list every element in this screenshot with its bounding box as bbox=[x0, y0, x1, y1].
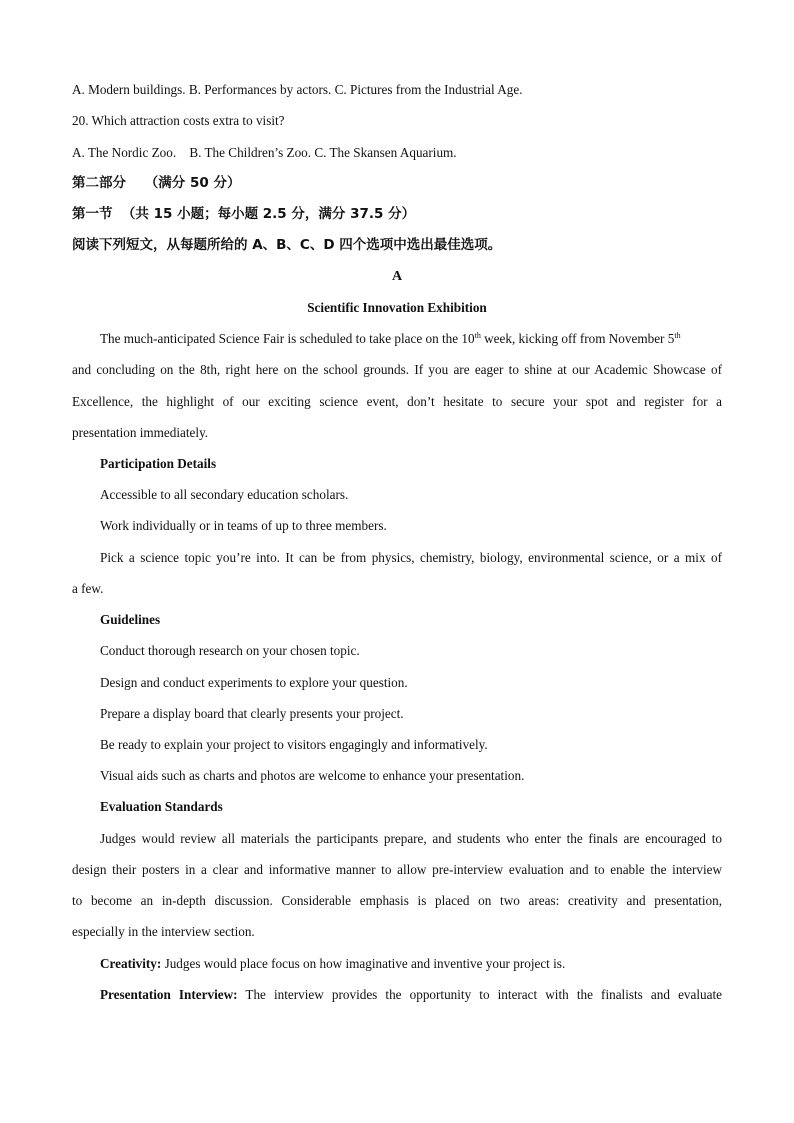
part-title: 第二部分 （满分 50 分） bbox=[72, 175, 241, 191]
guidelines-heading: Guidelines bbox=[100, 612, 161, 627]
participation-item: Work individually or in teams of up to three members. bbox=[100, 518, 387, 533]
q20-stem: 20. Which attraction costs extra to visit? bbox=[72, 113, 285, 128]
ordinal-suffix: th bbox=[674, 331, 681, 340]
section-title: 第一节 （共 15 小题；每小题 2.5 分，满分 37.5 分） bbox=[72, 206, 416, 222]
intro-line-4: presentation immediately. bbox=[72, 425, 209, 440]
participation-item: Pick a science topic you’re into. It can be from physics, chemistry, biology, environmental science, or a mix of bbox=[100, 550, 722, 565]
presentation-label: Presentation Interview: bbox=[100, 987, 238, 1002]
guideline-item: Design and conduct experiments to explore your question. bbox=[100, 675, 408, 690]
participation-item-continued: a few. bbox=[72, 581, 104, 596]
reading-instruction: 阅读下列短文，从每题所给的 A、B、C、D 四个选项中选出最佳选项。 bbox=[72, 237, 502, 253]
intro-line-2: and concluding on the 8th, right here on the school grounds. If you are eager to shine at our Academic Showcase of bbox=[72, 362, 722, 377]
guideline-item: Be ready to explain your project to visitors engagingly and informatively. bbox=[100, 737, 488, 752]
q19-options: A. Modern buildings. B. Performances by actors. C. Pictures from the Industrial Age. bbox=[72, 82, 523, 97]
evaluation-line-1: Judges would review all materials the participants prepare, and students who enter the finals are encouraged to bbox=[100, 831, 722, 846]
evaluation-line-4: especially in the interview section. bbox=[72, 924, 255, 939]
creativity-label: Creativity: bbox=[100, 956, 162, 971]
evaluation-line-3: to become an in-depth discussion. Considerable emphasis is placed on two areas: creativity and presentation, bbox=[72, 893, 722, 908]
participation-item: Accessible to all secondary education scholars. bbox=[100, 487, 349, 502]
q20-options: A. The Nordic Zoo. B. The Children’s Zoo. C. The Skansen Aquarium. bbox=[72, 145, 457, 160]
passage-letter: A bbox=[391, 269, 403, 284]
guideline-item: Prepare a display board that clearly presents your project. bbox=[100, 706, 404, 721]
passage-title: Scientific Innovation Exhibition bbox=[307, 300, 487, 315]
participation-heading: Participation Details bbox=[100, 456, 217, 471]
intro-line-1 bbox=[100, 331, 722, 347]
intro-line-1-text-b: week, kicking off from November 5 bbox=[480, 331, 675, 346]
presentation-text: The interview provides the opportunity to interact with the finalists and evaluate bbox=[237, 987, 722, 1002]
creativity-paragraph bbox=[100, 956, 722, 972]
presentation-paragraph bbox=[100, 987, 722, 1003]
creativity-text: Judges would place focus on how imaginative and inventive your project is. bbox=[161, 956, 566, 971]
guideline-item: Conduct thorough research on your chosen topic. bbox=[100, 643, 360, 658]
evaluation-heading: Evaluation Standards bbox=[100, 799, 223, 814]
ordinal-suffix: th bbox=[474, 331, 481, 340]
guideline-item: Visual aids such as charts and photos are welcome to enhance your presentation. bbox=[100, 768, 525, 783]
intro-line-1-text-a: The much-anticipated Science Fair is scheduled to take place on the 10 bbox=[100, 331, 475, 346]
evaluation-line-2: design their posters in a clear and informative manner to allow pre-interview evaluation and to enable the interview bbox=[72, 862, 722, 877]
intro-line-3: Excellence, the highlight of our exciting science event, don’t hesitate to secure your spot and register for a bbox=[72, 394, 722, 409]
